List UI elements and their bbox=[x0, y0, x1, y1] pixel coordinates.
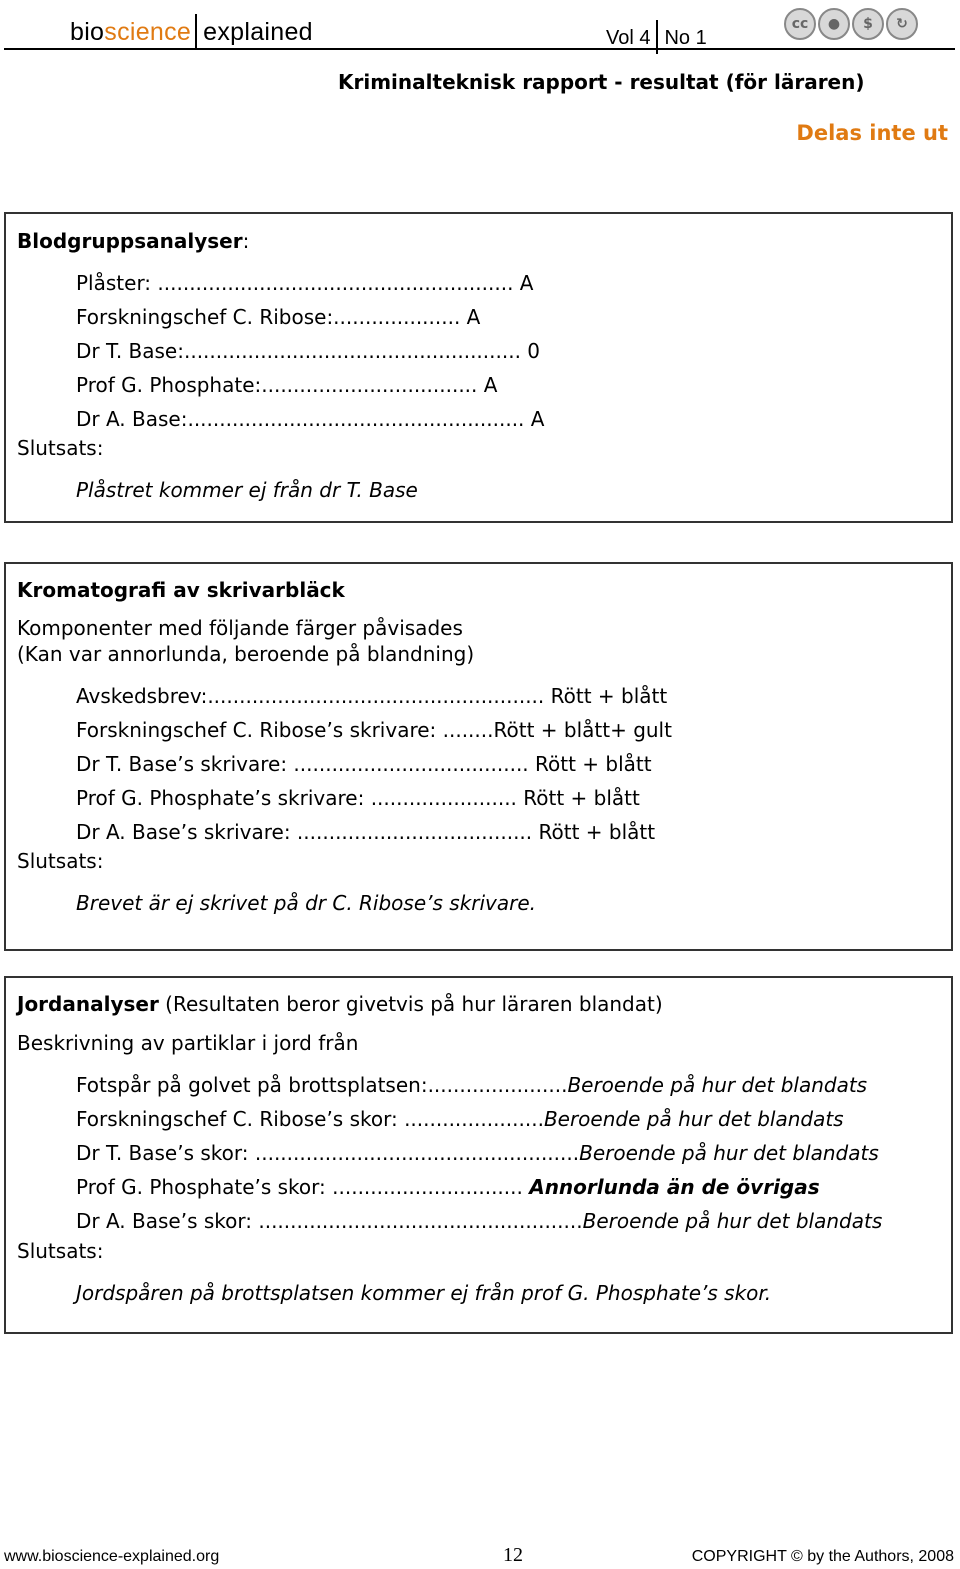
soil-row-value: Beroende på hur det blandats bbox=[579, 1141, 879, 1165]
issue-info bbox=[606, 20, 707, 54]
blood-row: Prof G. Phosphate:.................................. A bbox=[76, 373, 498, 397]
logo-divider bbox=[195, 14, 197, 50]
soil-heading-line bbox=[17, 994, 663, 1014]
ink-intro-note: (Kan var annorlunda, beroende på blandning) bbox=[17, 642, 475, 666]
ink-conclusion-label: Slutsats: bbox=[17, 849, 104, 873]
soil-heading: Jordanalyser bbox=[17, 992, 159, 1016]
soil-row bbox=[76, 1177, 820, 1197]
ink-row: Forskningschef C. Ribose’s skrivare: ........Rött + blått+ gult bbox=[76, 718, 672, 742]
soil-row-value: Beroende på hur det blandats bbox=[582, 1209, 883, 1233]
soil-intro-line: Beskrivning av partiklar i jord från bbox=[17, 1031, 359, 1055]
logo-bio: bio bbox=[70, 18, 105, 46]
footer-url[interactable]: www.bioscience-explained.org bbox=[4, 1548, 220, 1565]
soil-row bbox=[76, 1143, 879, 1163]
soil-row-value: Beroende på hur det blandats bbox=[543, 1107, 844, 1131]
soil-conclusion: Jordspåren på brottsplatsen kommer ej från prof G. Phosphate’s skor. bbox=[76, 1281, 772, 1305]
soil-conclusion-label: Slutsats: bbox=[17, 1239, 104, 1263]
blood-heading: Blodgruppsanalyser bbox=[17, 229, 243, 253]
page-header bbox=[4, 0, 955, 50]
blood-heading-line bbox=[17, 231, 249, 251]
soil-row-value: Beroende på hur det blandats bbox=[567, 1073, 868, 1097]
ink-conclusion: Brevet är ej skrivet på dr C. Ribose’s skrivare. bbox=[76, 891, 537, 915]
blood-row: Forskningschef C. Ribose:.................... A bbox=[76, 305, 481, 329]
number-label: No 1 bbox=[664, 27, 707, 49]
cc-icon: cc bbox=[784, 8, 816, 40]
blood-row: Dr T. Base:..................................................... 0 bbox=[76, 339, 541, 363]
soil-row-label: Forskningschef C. Ribose’s skor: ...................... bbox=[76, 1107, 544, 1131]
page-number: 12 bbox=[503, 1544, 523, 1566]
soil-row-label: Dr T. Base’s skor: ................................................... bbox=[76, 1141, 580, 1165]
blood-row: Plåster: ........................................................ A bbox=[76, 271, 534, 295]
ink-heading: Kromatografi av skrivarbläck bbox=[17, 578, 345, 602]
journal-logo bbox=[70, 14, 313, 50]
license-badge bbox=[784, 8, 918, 40]
soil-row-value: Annorlunda än de övrigas bbox=[529, 1175, 820, 1199]
logo-science: science bbox=[104, 18, 192, 46]
sa-icon: ↻ bbox=[886, 8, 918, 40]
issue-divider bbox=[656, 20, 658, 54]
blood-section bbox=[4, 212, 953, 523]
teacher-notice: Delas inte ut bbox=[796, 121, 948, 145]
page-title: Kriminalteknisk rapport - resultat (för läraren) bbox=[338, 70, 865, 94]
soil-heading-note: (Resultaten beror givetvis på hur läraren blandat) bbox=[158, 992, 663, 1016]
soil-row-label: Fotspår på golvet på brottsplatsen:...................... bbox=[76, 1073, 568, 1097]
footer-copyright: COPYRIGHT © by the Authors, 2008 bbox=[691, 1548, 954, 1565]
ink-row: Prof G. Phosphate’s skrivare: ....................... Rött + blått bbox=[76, 786, 640, 810]
soil-row-label: Dr A. Base’s skor: ................................................... bbox=[76, 1209, 583, 1233]
volume-label: Vol 4 bbox=[606, 27, 651, 49]
ink-row: Dr T. Base’s skrivare: ..................................... Rött + blått bbox=[76, 752, 652, 776]
by-icon: ● bbox=[818, 8, 850, 40]
ink-intro-line: Komponenter med följande färger påvisades bbox=[17, 616, 463, 640]
soil-row bbox=[76, 1211, 882, 1231]
blood-row: Dr A. Base:..................................................... A bbox=[76, 407, 545, 431]
logo-explained: explained bbox=[203, 18, 313, 46]
nc-icon: $ bbox=[852, 8, 884, 40]
soil-row bbox=[76, 1075, 867, 1095]
blood-conclusion: Plåstret kommer ej från dr T. Base bbox=[76, 478, 418, 502]
ink-row: Avskedsbrev:..................................................... Rött + blått bbox=[76, 684, 668, 708]
blood-heading-colon: : bbox=[242, 229, 250, 253]
ink-row: Dr A. Base’s skrivare: ..................................... Rött + blått bbox=[76, 820, 656, 844]
soil-row bbox=[76, 1109, 844, 1129]
blood-conclusion-label: Slutsats: bbox=[17, 436, 104, 460]
soil-row-label: Prof G. Phosphate’s skor: .............................. bbox=[76, 1175, 530, 1199]
